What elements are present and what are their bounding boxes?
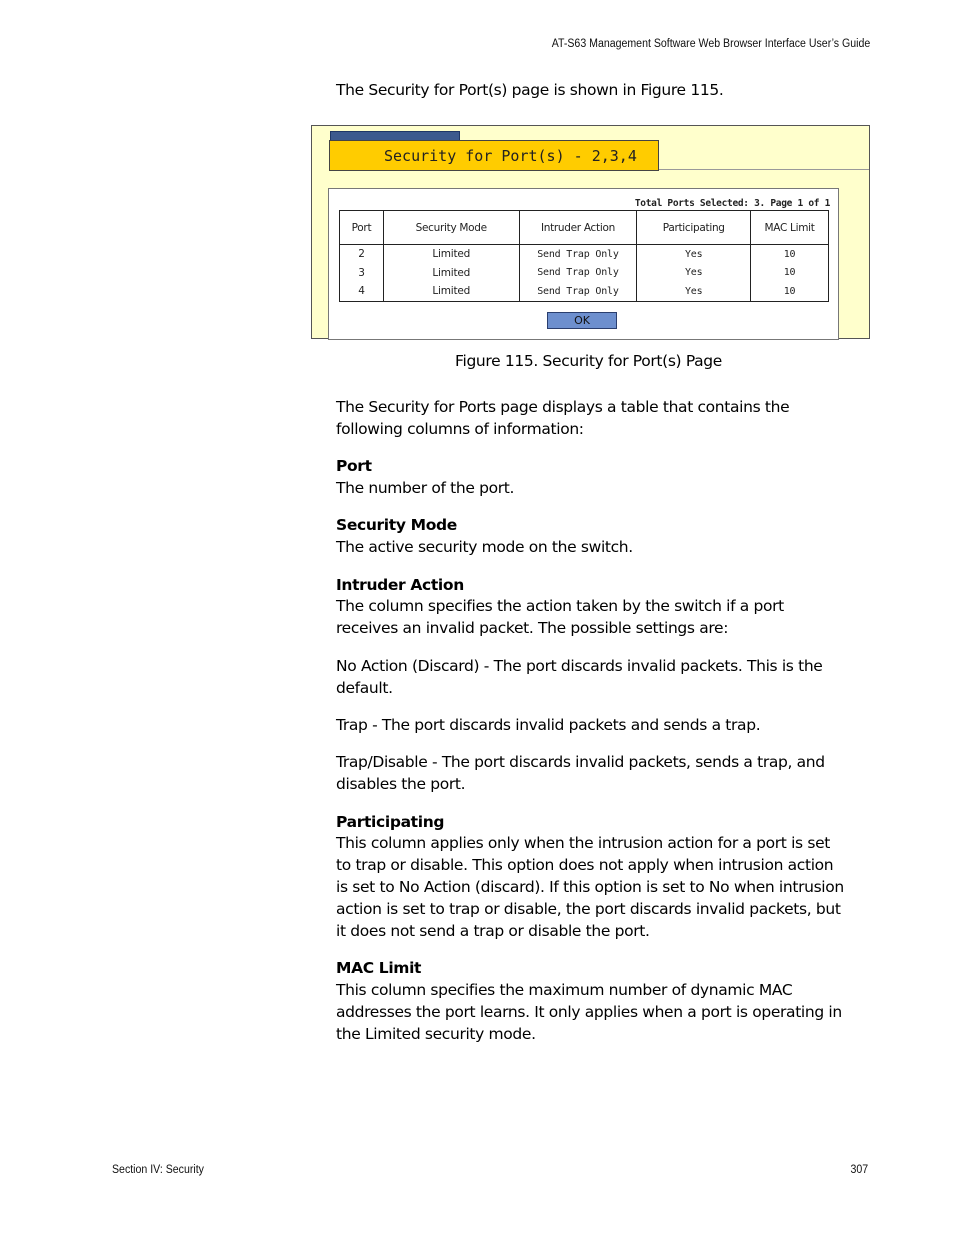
cell-intruder-action: Send Trap Only bbox=[519, 264, 637, 283]
participating-description: This column applies only when the intrusion action for a port is set to trap or disable. This option does not apply when intrusion action is set to No Action (discard). If this option is set to No when intrusion action is set to trap or disable, the port discards invalid packets, but it does not send a trap or disable the port. bbox=[336, 834, 844, 940]
running-header: AT-S63 Management Software Web Browser Interface User’s Guide bbox=[551, 38, 870, 50]
cell-intruder-action: Send Trap Only bbox=[519, 282, 637, 301]
col-header-port: Port bbox=[340, 211, 384, 245]
page-number: 307 bbox=[850, 1164, 868, 1176]
table-row bbox=[340, 264, 829, 283]
mac-limit-heading: MAC Limit bbox=[336, 959, 422, 977]
ports-summary: Total Ports Selected: 3. Page 1 of 1 bbox=[634, 198, 830, 209]
table-row bbox=[340, 282, 829, 301]
participating-heading: Participating bbox=[336, 813, 445, 831]
cell-port: 2 bbox=[340, 245, 384, 264]
intruder-action-description: The column specifies the action taken by the switch if a port receives an invalid packet. The possible settings are: bbox=[336, 597, 784, 637]
cell-security-mode: Limited bbox=[383, 264, 519, 283]
ok-button[interactable]: OK bbox=[547, 312, 617, 329]
port-heading: Port bbox=[336, 457, 372, 475]
cell-port: 4 bbox=[340, 282, 384, 301]
col-header-mac-limit: MAC Limit bbox=[751, 211, 829, 245]
title-rule bbox=[659, 169, 869, 170]
cell-participating: Yes bbox=[637, 282, 751, 301]
security-mode-heading: Security Mode bbox=[336, 516, 457, 534]
cell-mac-limit: 10 bbox=[751, 282, 829, 301]
intro-paragraph: The Security for Port(s) page is shown in Figure 115. bbox=[336, 81, 724, 99]
security-ports-figure bbox=[311, 125, 870, 339]
security-table bbox=[339, 210, 829, 302]
page-title: Security for Port(s) - 2,3,4 bbox=[384, 147, 637, 165]
col-header-participating: Participating bbox=[637, 211, 751, 245]
cell-participating: Yes bbox=[637, 264, 751, 283]
trap-disable-setting: Trap/Disable - The port discards invalid packets, sends a trap, and disables the port. bbox=[336, 753, 825, 793]
footer-section: Section IV: Security bbox=[112, 1164, 204, 1176]
cell-intruder-action: Send Trap Only bbox=[519, 245, 637, 264]
port-description: The number of the port. bbox=[336, 479, 515, 497]
lead-paragraph: The Security for Ports page displays a table that contains the following columns of information: bbox=[336, 398, 790, 438]
col-header-intruder-action: Intruder Action bbox=[519, 211, 637, 245]
col-header-security-mode: Security Mode bbox=[383, 211, 519, 245]
cell-port: 3 bbox=[340, 264, 384, 283]
cell-mac-limit: 10 bbox=[751, 245, 829, 264]
cell-security-mode: Limited bbox=[383, 245, 519, 264]
no-action-setting: No Action (Discard) - The port discards invalid packets. This is the default. bbox=[336, 657, 823, 697]
trap-setting: Trap - The port discards invalid packets and sends a trap. bbox=[336, 716, 761, 734]
cell-mac-limit: 10 bbox=[751, 264, 829, 283]
figure-caption: Figure 115. Security for Port(s) Page bbox=[455, 352, 722, 370]
page-title-box bbox=[329, 140, 659, 171]
cell-participating: Yes bbox=[637, 245, 751, 264]
ports-panel bbox=[328, 188, 839, 340]
intruder-action-heading: Intruder Action bbox=[336, 576, 464, 594]
security-mode-description: The active security mode on the switch. bbox=[336, 538, 633, 556]
cell-security-mode: Limited bbox=[383, 282, 519, 301]
table-row bbox=[340, 245, 829, 264]
mac-limit-description: This column specifies the maximum number of dynamic MAC addresses the port learns. It only applies when a port is operating in the Limited security mode. bbox=[336, 981, 842, 1043]
